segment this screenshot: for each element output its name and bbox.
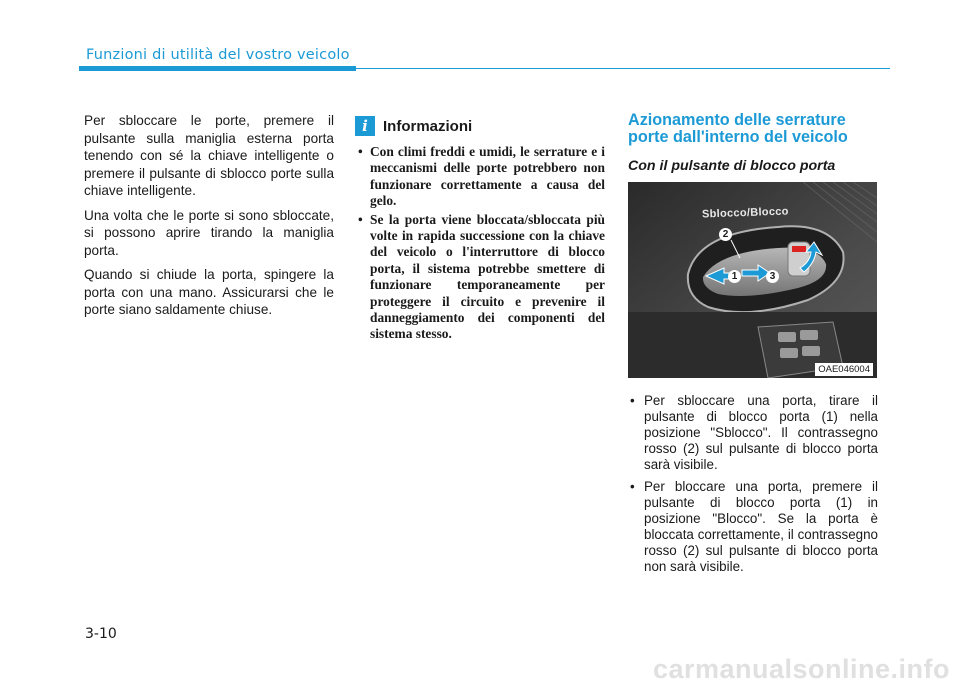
info-box bbox=[355, 116, 605, 345]
figure-code: OAE046004 bbox=[815, 363, 873, 376]
callout-3: 3 bbox=[766, 270, 779, 283]
watermark: carmanualsonline.info bbox=[652, 654, 950, 684]
info-item: • Con climi freddi e umidi, le serrature e i meccanismi delle porte potrebbero non funzionare correttamente a causa del gelo. bbox=[355, 144, 605, 210]
instruction-list bbox=[628, 393, 878, 575]
figure-label: Sblocco/Blocco bbox=[701, 205, 789, 221]
paragraph-open: Una volta che le porte si sono sbloccate, si possono aprire tirando la maniglia porta. bbox=[84, 207, 334, 258]
info-item: • Se la porta viene bloccata/sbloccata più volte in rapida successione con la chiave del veicolo o l'interruttore di blocco porta, il sistema potrebbe smettere di funzionare temporaneamente per proteggere il circuito e prevenire il danneggiamento dei componenti del sistema stesso. bbox=[355, 212, 605, 343]
info-icon: i bbox=[355, 116, 375, 136]
section-header-title: Funzioni di utilità del vostro veicolo bbox=[86, 47, 350, 63]
info-title: Informazioni bbox=[383, 117, 473, 135]
info-header bbox=[355, 116, 605, 136]
info-list bbox=[355, 144, 605, 343]
header-rule-thin bbox=[356, 68, 890, 69]
door-lock-figure bbox=[628, 182, 877, 378]
page-number: 3-10 bbox=[85, 626, 117, 642]
column-right bbox=[628, 112, 878, 581]
instruction-unlock: • Per sbloccare una porta, tirare il pulsante di blocco porta (1) nella posizione "Sblocco". Il contrassegno rosso (2) sul pulsante di blocco porta sarà visibile. bbox=[628, 393, 878, 473]
section-subtitle: Con il pulsante di blocco porta bbox=[628, 158, 836, 174]
paragraph-close: Quando si chiude la porta, spingere la porta con una mano. Assicurarsi che le porte siano saldamente chiuse. bbox=[84, 267, 334, 317]
header-rule-thick bbox=[79, 66, 356, 71]
callout-1: 1 bbox=[728, 270, 741, 283]
instruction-lock: • Per bloccare una porta, premere il pulsante di blocco porta (1) in posizione "Blocco". Se la porta è bloccata correttamente, il contrassegno rosso (2) sul pulsante di blocco porta non sarà visibile. bbox=[628, 479, 878, 575]
paragraph-unlock: Per sbloccare le porte, premere il pulsante sulla maniglia esterna porta tenendo con sé la chiave intelligente o premere il pulsante di sblocco porte sulla chiave intelligente. bbox=[84, 113, 334, 198]
column-left bbox=[84, 112, 334, 326]
section-title: Azionamento delle serrature porte dall'interno del veicolo bbox=[628, 111, 848, 146]
callout-2: 2 bbox=[719, 228, 732, 241]
